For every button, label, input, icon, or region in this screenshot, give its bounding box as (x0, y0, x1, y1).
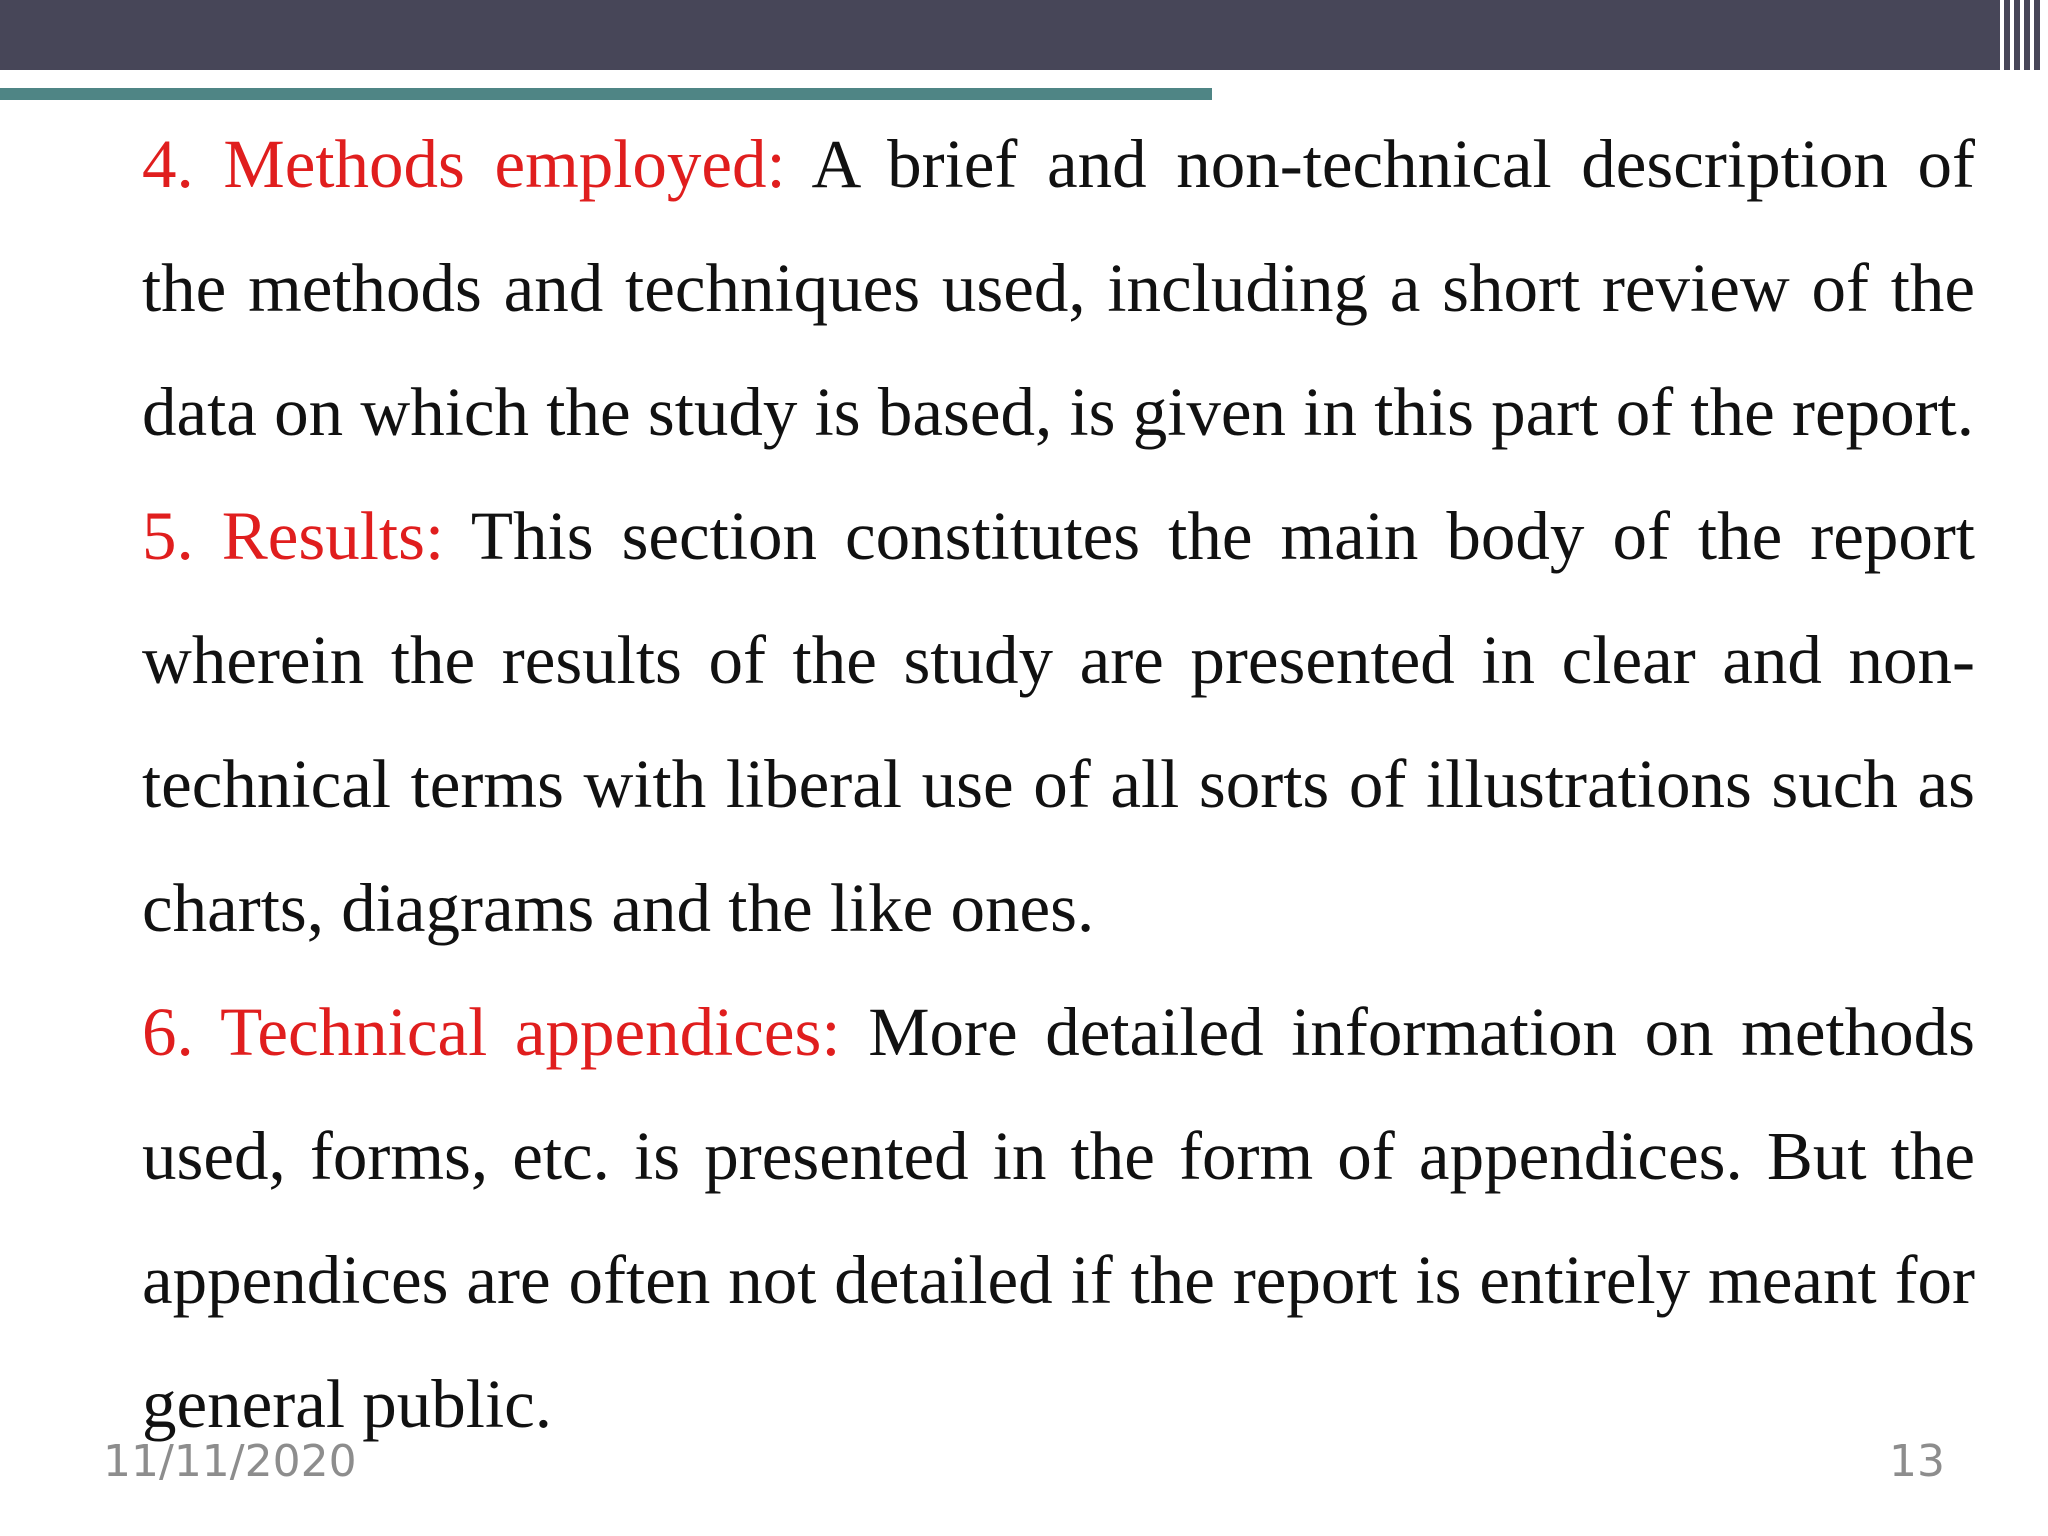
accent-divider-line (0, 88, 1212, 100)
section-text: A brief and non-technical description of the methods and techniques used, including a short review of the data on which the study is based, is given in this part of the report. (142, 126, 1975, 450)
section-methods (142, 102, 1975, 474)
slide-date: 11/11/2020 (103, 1436, 357, 1487)
section-heading: 6. Technical appendices: (142, 994, 841, 1070)
slide-body (142, 102, 1975, 1466)
section-results (142, 474, 1975, 970)
slide-header-bar (0, 0, 2000, 70)
section-heading: 4. Methods employed: (142, 126, 786, 202)
section-text: More detailed information on methods used, forms, etc. is presented in the form of appendices. But the appendices are often not detailed if the report is entirely meant for general public. (142, 994, 1976, 1442)
slide-page-number: 13 (1889, 1436, 1945, 1487)
header-stripes-decoration (2000, 0, 2048, 70)
section-technical-appendices (142, 970, 1975, 1466)
section-heading: 5. Results: (142, 498, 445, 574)
section-text: This section constitutes the main body of the report wherein the results of the study are presented in clear and non-technical terms with liberal use of all sorts of illustrations such as charts, diagrams and the like ones. (142, 498, 1975, 946)
